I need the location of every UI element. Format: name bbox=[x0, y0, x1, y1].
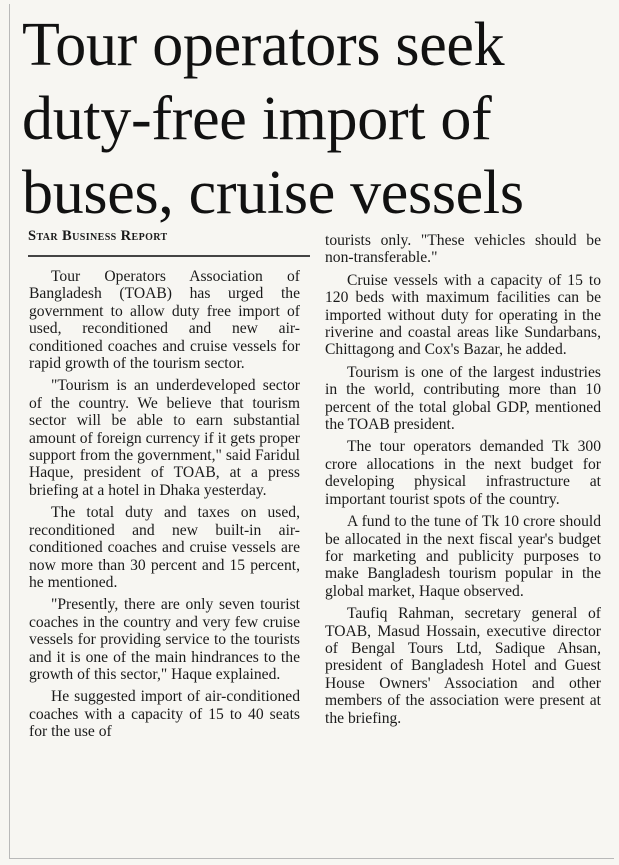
paragraph: The tour operators demanded Tk 300 crore allocations in the next budget for developing physical infrastructure at important tourist spots of the country. bbox=[325, 438, 601, 508]
article-column-2 bbox=[325, 232, 601, 732]
paragraph: tourists only. "These vehicles should be non-transferable." bbox=[325, 232, 601, 267]
paragraph: Tour Operators Association of Bangladesh (TOAB) has urged the government to allow duty free import of used, reconditioned and new air-conditioned coaches and cruise vessels for rapid growth of the tourism sector. bbox=[29, 268, 300, 373]
byline: Star Business Report bbox=[28, 228, 168, 244]
paragraph: "Tourism is an underdeveloped sector of the country. We believe that tourism sector will be able to earn substantial amount of foreign currency if it gets proper support from the government," said Faridul Haque, president of TOAB, at a press briefing at a hotel in Dhaka yesterday. bbox=[29, 377, 300, 499]
article-column-1 bbox=[29, 268, 300, 746]
paragraph: Taufiq Rahman, secretary general of TOAB, Masud Hossain, executive director of Bengal Tours Ltd, Sadique Ahsan, president of Bangladesh Hotel and Guest House Owners' Association and other members of the association were present at the briefing. bbox=[325, 605, 601, 727]
paragraph: "Presently, there are only seven tourist coaches in the country and very few cruise vessels for providing service to the tourists and it is one of the main hindrances to the growth of this sector," Haque explained. bbox=[29, 596, 300, 683]
headline-line-2: duty-free import of bbox=[22, 85, 492, 153]
paragraph: A fund to the tune of Tk 10 crore should be allocated in the next fiscal year's budget for marketing and publicity purposes to make Bangladesh tourism popular in the global market, Haque observed. bbox=[325, 513, 601, 600]
headline bbox=[22, 8, 612, 230]
paragraph: He suggested import of air-conditioned coaches with a capacity of 15 to 40 seats for the use of bbox=[29, 688, 300, 741]
paragraph: Tourism is one of the largest industries in the world, contributing more than 10 percent of the total global GDP, mentioned the TOAB president. bbox=[325, 363, 601, 434]
headline-line-1: Tour operators seek bbox=[22, 11, 505, 79]
byline-rule bbox=[28, 255, 310, 257]
headline-line-3: buses, cruise vessels bbox=[22, 159, 524, 227]
paragraph: Cruise vessels with a capacity of 15 to 120 beds with maximum facilities can be imported without duty for operating in the riverine and coastal areas like Sundarbans, Chittagong and Cox's Bazar, he added. bbox=[325, 271, 601, 359]
paragraph: The total duty and taxes on used, reconditioned and new built-in air-conditioned coaches and cruise vessels are now more than 30 percent and 15 percent, he mentioned. bbox=[29, 504, 300, 591]
